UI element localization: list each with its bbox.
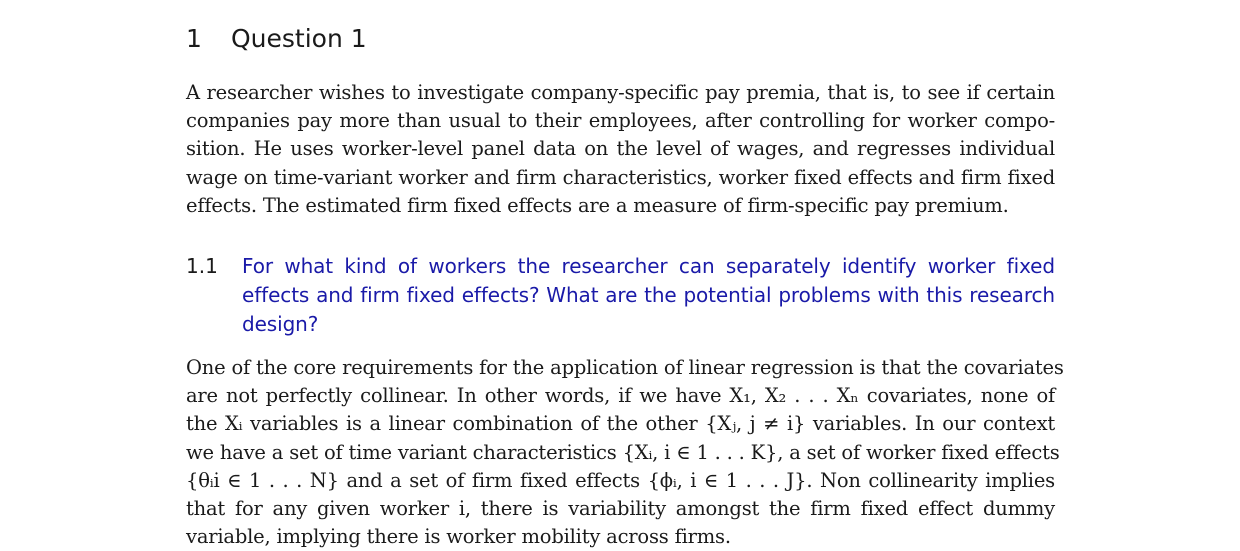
intro-paragraph: [186, 79, 1055, 220]
answer-line: we have a set of time variant characteristics {Xᵢ, i ∈ 1 . . . K}, a set of worker fixed effects: [186, 440, 1060, 464]
intro-line: A researcher wishes to investigate company-specific pay premia, that is, to see if certain: [186, 81, 1055, 104]
answer-line: the Xᵢ variables is a linear combination of the other {Xⱼ, j ≠ i} variables. In our context: [186, 412, 1055, 436]
intro-line: sition. He uses worker-level panel data on the level of wages, and regresses individual: [186, 137, 1055, 161]
intro-line: effects. The estimated firm fixed effects are a measure of firm-specific pay premium.: [186, 193, 1009, 217]
answer-line: that for any given worker i, there is variability amongst the firm fixed effect dummy: [186, 497, 1055, 521]
subsection-question: For what kind of workers the researcher can separately identify worker fixed effects and firm fixed effects? What are the potential problems with this research design?: [242, 254, 1055, 336]
intro-line: wage on time-variant worker and firm characteristics, worker fixed effects and firm fixed: [186, 165, 1055, 189]
answer-line: are not perfectly collinear. In other words, if we have X₁, X₂ . . . Xₙ covariates, none of: [186, 384, 1055, 408]
section-title: Question 1: [231, 24, 367, 53]
subsection-number: 1.1: [186, 254, 218, 278]
section-number: 1: [186, 24, 202, 53]
answer-line: One of the core requirements for the application of linear regression is that the covariates: [186, 356, 1064, 379]
intro-line: companies pay more than usual to their employees, after controlling for worker compo-: [186, 109, 1055, 133]
subsection-heading: [186, 252, 1055, 339]
answer-line: {θᵢi ∈ 1 . . . N} and a set of firm fixed effects {ϕᵢ, i ∈ 1 . . . J}. Non collinearity implies: [186, 468, 1055, 492]
answer-paragraph: [186, 354, 1064, 551]
answer-line: variable, implying there is worker mobility across firms.: [186, 525, 731, 549]
section-heading: [186, 24, 367, 53]
